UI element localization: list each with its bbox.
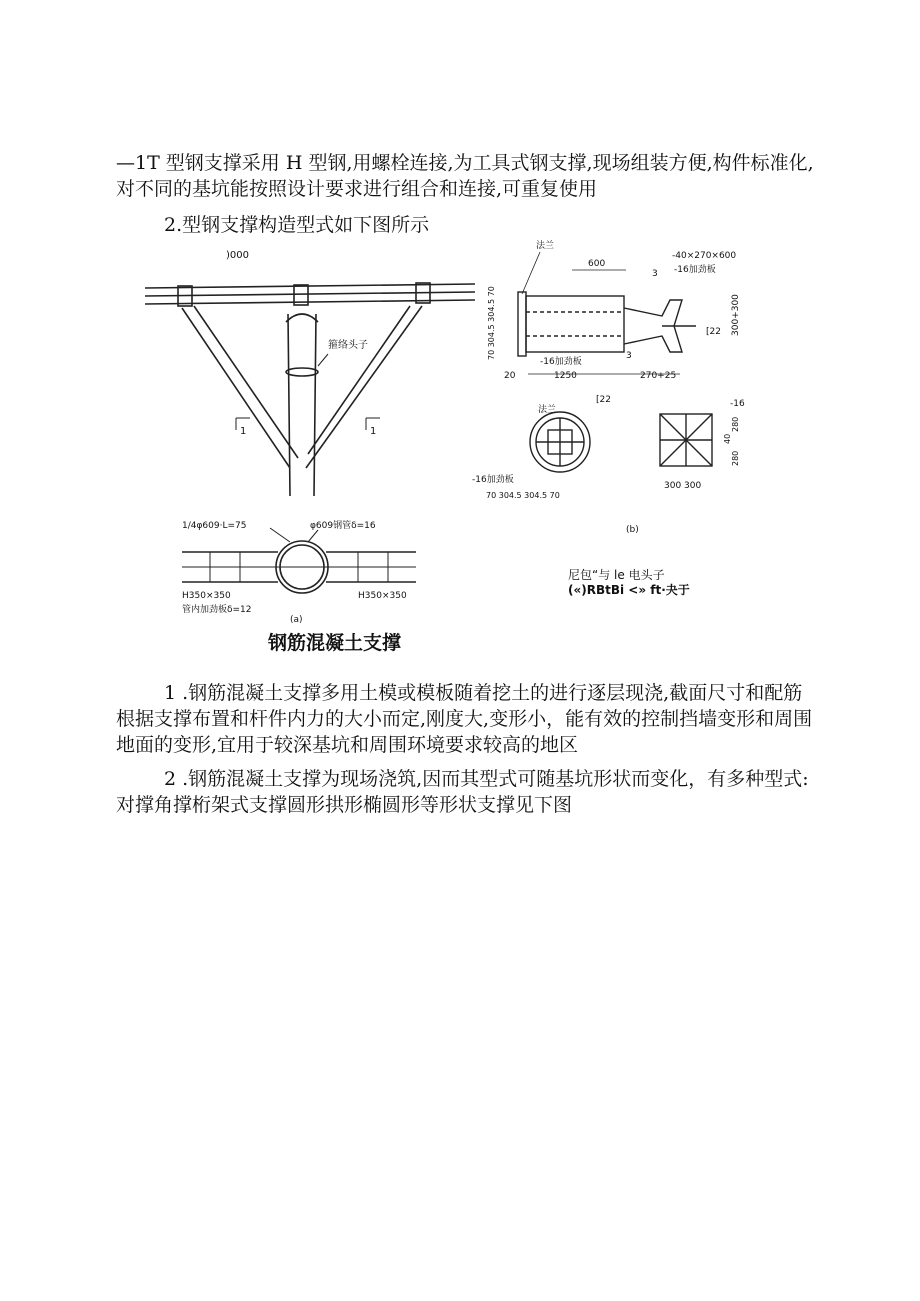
dim-280-bottom: 280 <box>731 450 740 466</box>
rc-support-paragraph-2: 2 .钢筋混凝土支撑为现场浇筑,因而其型式可随基坑形状而变化，有多种型式:对撑角撑桁架式支撑圆形拱形椭圆形等形状支撑见下图 <box>116 768 809 816</box>
channel-22: [22 <box>706 327 721 337</box>
label-b: (b) <box>626 525 639 535</box>
dims-bottom: 70 304.5 304.5 70 <box>486 491 560 500</box>
label-a: (a) <box>290 615 303 625</box>
dim-270-25: 270+25 <box>640 371 677 381</box>
dim-600: 600 <box>588 259 606 269</box>
vertical-dims: 70 304.5 304.5 70 <box>487 286 496 360</box>
steel-support-diagram <box>140 236 780 636</box>
dim-20: 20 <box>504 371 516 381</box>
dims-300: 300 300 <box>664 481 702 491</box>
h-beam-left: H350×350 <box>182 591 231 601</box>
dim-1250: 1250 <box>554 371 577 381</box>
stiffener-mid-label: -16加劲板 <box>540 357 582 367</box>
intro-paragraph: —1T 型钢支撑采用 H 型钢,用螺栓连接,为工具式钢支撑,现场组装方便,构件标准化,对不同的基坑能按照设计要求进行组合和连接,可重复使用 <box>116 152 814 200</box>
dim-3-mid: 3 <box>626 351 632 361</box>
top-note: )000 <box>226 250 249 261</box>
section-mark-left: 1 <box>240 426 247 437</box>
h-beam-right: H350×350 <box>358 591 407 601</box>
plate-spec: -40×270×600 <box>672 251 737 261</box>
section-mark-right: 1 <box>370 426 377 437</box>
channel-22-bottom: [22 <box>596 395 611 405</box>
rc-support-paragraph-1: 1 .钢筋混凝土支撑多用土模或模板随着挖土的进行逐层现浇,截面尺寸和配筋根据支撑布置和杆件内力的大小而定,刚度大,变形小，能有效的控制挡墙变形和周围地面的变形,宜用于较深基坑和周围环境要求较高的地区 <box>116 682 813 756</box>
pipe-spec-right: φ609钢管δ=16 <box>310 521 376 531</box>
connector-elevation <box>487 239 741 381</box>
dim-40: 40 <box>723 433 732 444</box>
plate-detail <box>626 399 745 535</box>
caption-line-1: 尼包“与 le 电头子 <box>568 568 665 582</box>
stiffener-bottom-label: -16加劲板 <box>472 475 514 485</box>
dim-3-top: 3 <box>652 269 658 279</box>
caption-line-2: («)RBtBi <» ft·夬于 <box>568 583 690 597</box>
dim-280-top: 280 <box>731 416 740 432</box>
elevation-view <box>145 250 475 496</box>
flange-bottom-label: 法兰 <box>538 405 557 415</box>
flange-section <box>472 395 611 500</box>
inner-plate-label: 管内加劲板δ=12 <box>182 605 252 615</box>
figure-intro-paragraph: 2.型钢支撑构造型式如下图所示 <box>164 214 430 236</box>
stiffener-top-label: -16加劲板 <box>674 265 716 275</box>
dim-300-300: 300+300 <box>731 294 741 336</box>
section-view-a <box>182 519 416 625</box>
hoop-label: 箍络头子 <box>328 340 368 351</box>
section-heading: 钢筋混凝土支撑 <box>268 632 402 654</box>
flange-top-label: 法兰 <box>536 241 555 251</box>
pipe-spec-left: 1/4φ609·L=75 <box>182 521 247 531</box>
dim-16: -16 <box>730 399 745 409</box>
